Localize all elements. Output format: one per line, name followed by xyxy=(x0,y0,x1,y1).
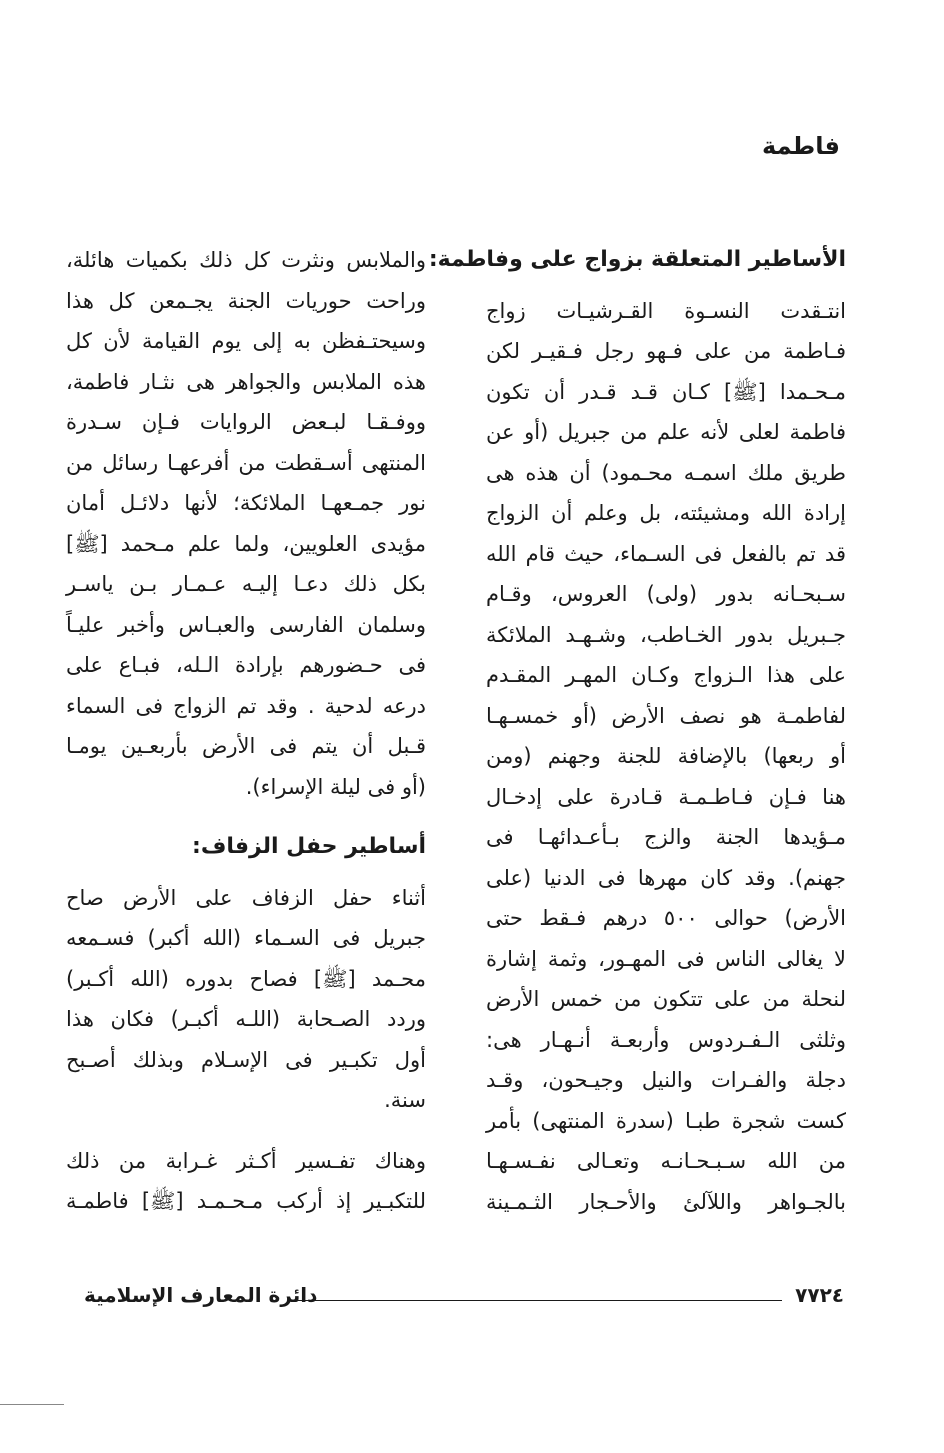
right-text-line: سـبحـانه بدور (ولى) العروس، وقـام xyxy=(486,582,846,606)
right-text-line: الأرض) حوالى ٥٠٠ درهم فـقط حتى xyxy=(486,906,847,930)
right-text-line: جهنم). وقد كان مهرها فى الدنيا (على xyxy=(486,865,846,890)
left-text-line: (أو فى ليلة الإسراء). xyxy=(245,774,426,799)
right-text-line: إرادة الله ومشيئته، بل وعلم أن الزواج xyxy=(486,501,846,525)
left-text-line: أول تكبـير فى الإسـلام وبذلك أصـبح xyxy=(66,1047,426,1072)
page-header-title: فاطمة xyxy=(762,132,840,160)
left-text-line: وسيحتـفظن به إلى يوم القيامة لأن كل xyxy=(66,329,426,353)
left-text-line: والملابس ونثرت كل ذلك بكميات هائلة، xyxy=(66,248,426,272)
right-text-line: لفاطمـة هو نصف الأرض (أو خمسـهـا xyxy=(486,703,846,728)
left-text-line: وهناك تفـسير أكـثر غـرابة من ذلك xyxy=(66,1148,426,1173)
right-text-line: مـؤيدها الجنة والزج بـأعـدائهـا فى xyxy=(486,825,846,849)
left-text-line: هذه الملابس والجواهر هى نثـار فاطمة، xyxy=(66,369,426,394)
right-text-line: من الله سـبـحـانـه وتعـالى نفـسـهـا xyxy=(486,1149,846,1173)
footer-divider xyxy=(292,1300,782,1301)
right-text-line: فـاطمة من على فـهو رجل فـقيـر لكن xyxy=(486,339,846,363)
left-text-line: المنتهى أسـقطت من أفرعهـا رسائل من xyxy=(66,450,426,475)
right-text-line: لنحلة من على تتكون من خمس الأرض xyxy=(486,987,846,1011)
section-heading-wedding-legends: أساطير حفل الزفاف: xyxy=(192,834,426,859)
left-text-line: وسلمان الفارسى والعبـاس وأخبر عليـاً xyxy=(66,612,426,637)
right-text-line: طريق ملك اسمـه محـمود) أن هذه هى xyxy=(486,460,846,485)
right-text-line: قد تم بالفعل فى السـماء، حيث قام الله xyxy=(486,541,846,566)
left-text-line: محـمد [ﷺ] فصاح بدوره (الله أكـبر) xyxy=(66,966,426,991)
left-text-line: جبريل فى السـماء (الله أكبر) فسـمعه xyxy=(66,926,426,950)
left-text-line: فى حـضورهم بإرادة الـله، فبـاع على xyxy=(66,653,426,677)
left-text-line: نور جمـعهـا الملائكة؛ لأنها دلائـل أمان xyxy=(66,491,426,515)
left-text-line: ووفـقـا لبـعض الروايات فـإن سـدرة xyxy=(66,410,426,434)
margin-mark xyxy=(0,1404,64,1405)
right-text-line: أو ربعها) بالإضافة للجنة وجهنم (ومن xyxy=(486,744,846,768)
right-text-line: جـبريل بدور الخـاطب، وشـهـد الملائكة xyxy=(486,622,846,647)
left-text-line: للتكبـير إذ أركب مـحـمـد [ﷺ] فاطمـة xyxy=(66,1189,426,1213)
right-text-line: انتـقدت النسـوة القـرشيـات زواج xyxy=(486,298,846,323)
left-text-line: بكل ذلك دعـا إليـه عـمـار بـن ياسـر xyxy=(66,572,426,596)
right-text-line: هنا فـإن فـاطـمـة قـادرة على إدخـال xyxy=(486,784,846,809)
right-text-line: كست شجرة طبـا (سدرة المنتهى) بأمر xyxy=(486,1108,846,1133)
right-text-line: وثلثى الـفـردوس وأربعـة أنـهـار هى: xyxy=(486,1027,846,1052)
right-text-line: دجلة والفـرات والنيل وجيـحون، وقـد xyxy=(486,1068,846,1092)
publication-title: دائرة المعارف الإسلامية xyxy=(84,1283,318,1307)
section-heading-marriage-legends: الأساطير المتعلقة بزواج على وفاطمة: xyxy=(428,247,846,272)
left-text-line: وردد الصـحابة (اللـه أكبـر) فكان هذا xyxy=(66,1007,426,1031)
left-text-line: أثناء حفل الزفاف على الأرض صاح xyxy=(66,885,426,910)
right-text-line: على هذا الـزواج وكـان المهـر المقـدم xyxy=(486,663,846,687)
right-text-line: بالجـواهر واللآلئ والأحـجار الثـمـينة xyxy=(486,1189,846,1214)
left-text-line: درعه لدحية . وقد تم الزواج فى السماء xyxy=(66,693,426,718)
right-text-line: مـحـمدا [ﷺ] كـان قـد قـدر أن تكون xyxy=(486,379,846,404)
page-number: ٧٧٢٤ xyxy=(795,1283,844,1307)
left-text-line: سنة. xyxy=(384,1088,426,1112)
left-text-line: قـبل أن يتم فى الأرض بأربعـين يومـا xyxy=(66,734,426,758)
left-text-line: مؤيدى العلويين، ولما علم مـحمد [ﷺ] xyxy=(66,531,426,556)
right-column xyxy=(428,240,847,1222)
right-text-line: لا يغالى الناس فى المهـور، وثمة إشارة xyxy=(486,946,846,971)
right-text-line: فاطمة لعلى لأنه علم من جبريل (أو عن xyxy=(486,420,846,444)
left-column xyxy=(66,240,426,1222)
left-text-line: وراحت حوريات الجنة يجـمعن كل هذا xyxy=(66,288,426,313)
